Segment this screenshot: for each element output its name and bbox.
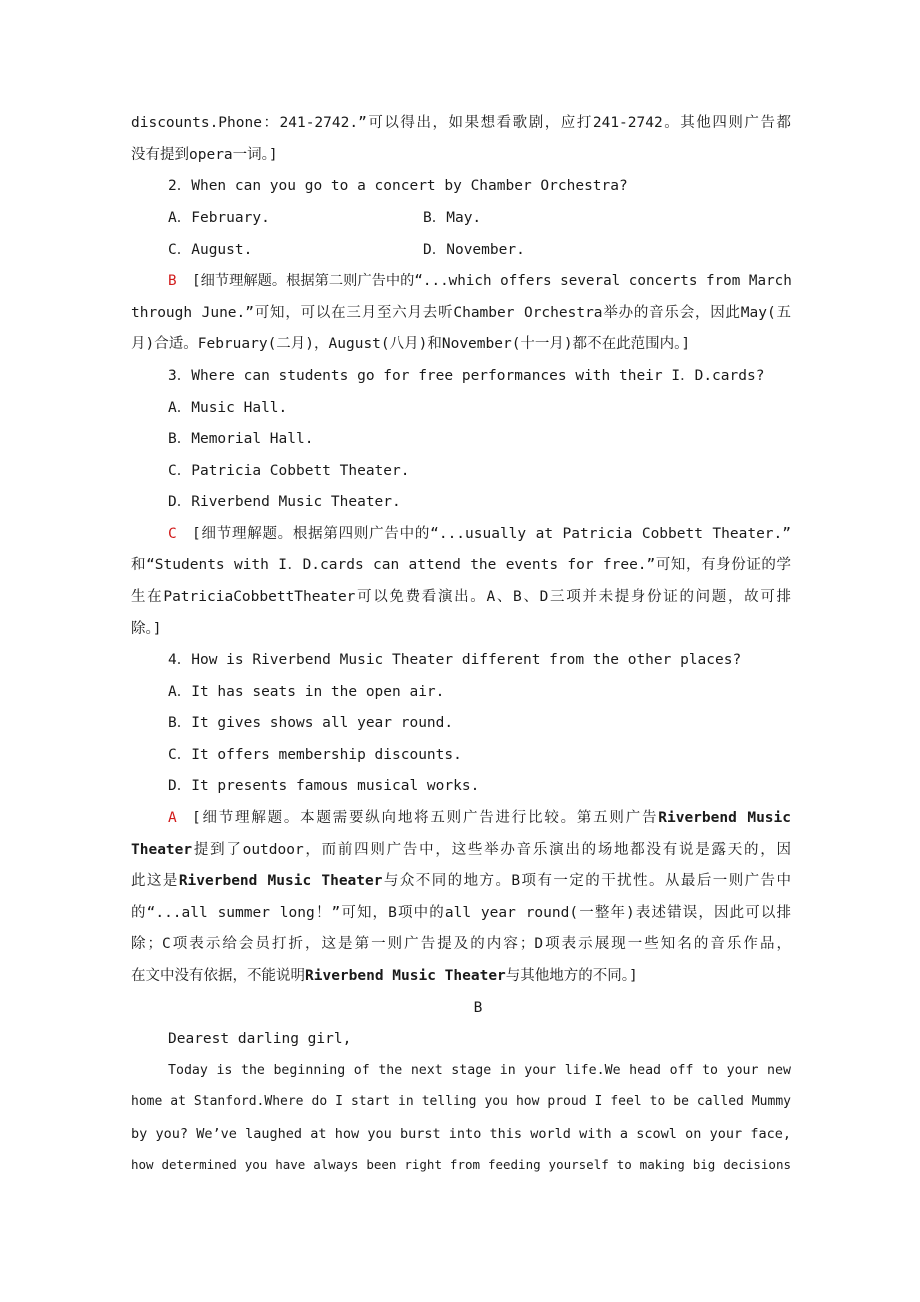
- q4-explanation-line-3: [131, 871, 791, 891]
- q2-explanation-text: [细节理解题。根据第二则广告中的“...which offers several concerts from March: [192, 273, 792, 289]
- q4-explanation-line-5: 除；C项表示给会员打折，这是第一则广告提及的内容；D项表示展现一些知名的音乐作品，: [131, 936, 791, 952]
- explanation-line: 没有提到opera一词。]: [131, 147, 278, 163]
- q2-explanation-line-3: 月)合适。February(二月)，August(八月)和November(十一月)都不在此范围内。]: [131, 336, 691, 352]
- q4-explanation-text: 与众不同的地方。B项有一定的干扰性。从最后一则广告中: [382, 873, 791, 889]
- letter-line-2: home at Stanford.Where do I start in telling you how proud I feel to be called Mummy: [131, 1094, 791, 1109]
- q4-option-d: D．It presents famous musical works.: [168, 778, 480, 794]
- letter-line-1: Today is the beginning of the next stage in your life.We head off to your new: [168, 1063, 791, 1078]
- q4-option-a: A．It has seats in the open air.: [168, 684, 445, 700]
- q4-bold-term: Riverbend Music: [658, 810, 791, 826]
- q2-option-c: C．August.: [168, 242, 253, 258]
- q4-bold-term: Theater: [131, 842, 193, 858]
- q3-answer: C: [168, 526, 177, 542]
- q4-option-b: B．It gives shows all year round.: [168, 715, 454, 731]
- letter-line-3: by you? We’ve laughed at how you burst into this world with a scowl on your face,: [131, 1126, 791, 1142]
- q4-explanation-text: 与其他地方的不同。]: [505, 968, 638, 984]
- explanation-line: discounts.Phone：241-2742.”可以得出，如果想看歌剧，应打241-2742。其他四则广告都: [131, 115, 791, 131]
- q4-explanation-text: 在文中没有依据，不能说明: [131, 968, 305, 984]
- question-3-stem: 3．Where can students go for free performances with their I．D.cards?: [168, 368, 765, 384]
- letter-salutation: Dearest darling girl,: [168, 1031, 352, 1047]
- q2-option-b: B．May.: [423, 210, 482, 226]
- question-2-stem: 2．When can you go to a concert by Chamber Orchestra?: [168, 178, 628, 194]
- q3-explanation-line-1: [168, 524, 791, 544]
- q3-explanation-line-4: 除。]: [131, 621, 162, 637]
- q4-explanation-line-2: [131, 840, 791, 860]
- q4-explanation-text: [细节理解题。本题需要纵向地将五则广告进行比较。第五则广告: [192, 810, 659, 826]
- q3-explanation-text: [细节理解题。根据第四则广告中的“...usually at Patricia Cobbett Theater.”: [192, 526, 791, 542]
- section-heading: B: [473, 1000, 483, 1016]
- q3-explanation-line-2: 和“Students with I．D.cards can attend the events for free.”可知，有身份证的学: [131, 557, 791, 573]
- q2-answer: B: [168, 273, 177, 289]
- q2-explanation-line-1: [168, 271, 791, 291]
- q4-explanation-line-4: 的“...all summer long！”可知，B项中的all year round(一整年)表述错误，因此可以排: [131, 905, 791, 921]
- q3-option-a: A．Music Hall.: [168, 400, 288, 416]
- q2-option-a: A．February.: [168, 210, 270, 226]
- q3-explanation-line-3: 生在PatriciaCobbettTheater可以免费看演出。A、B、D三项并未提身份证的问题，故可排: [131, 589, 791, 605]
- q2-explanation-line-2: through June.”可知，可以在三月至六月去听Chamber Orchestra举办的音乐会，因此May(五: [131, 305, 791, 321]
- q4-explanation-line-6: [131, 966, 791, 986]
- q3-option-b: B．Memorial Hall.: [168, 431, 314, 447]
- q2-option-d: D．November.: [423, 242, 525, 258]
- q4-bold-term: Riverbend Music Theater: [305, 968, 506, 984]
- q3-option-c: C．Patricia Cobbett Theater.: [168, 463, 410, 479]
- q4-explanation-line-1: [168, 808, 791, 828]
- q4-explanation-text: 提到了outdoor，而前四则广告中，这些举办音乐演出的场地都没有说是露天的，因: [192, 842, 791, 858]
- q4-bold-term: Riverbend Music Theater: [178, 873, 383, 889]
- letter-line-4: how determined you have always been right from feeding yourself to making big decisions: [131, 1157, 791, 1172]
- q4-option-c: C．It offers membership discounts.: [168, 747, 462, 763]
- question-4-stem: 4．How is Riverbend Music Theater different from the other places?: [168, 652, 742, 668]
- q4-answer: A: [168, 810, 177, 826]
- q3-option-d: D．Riverbend Music Theater.: [168, 494, 401, 510]
- q4-explanation-text: 此这是: [131, 873, 179, 889]
